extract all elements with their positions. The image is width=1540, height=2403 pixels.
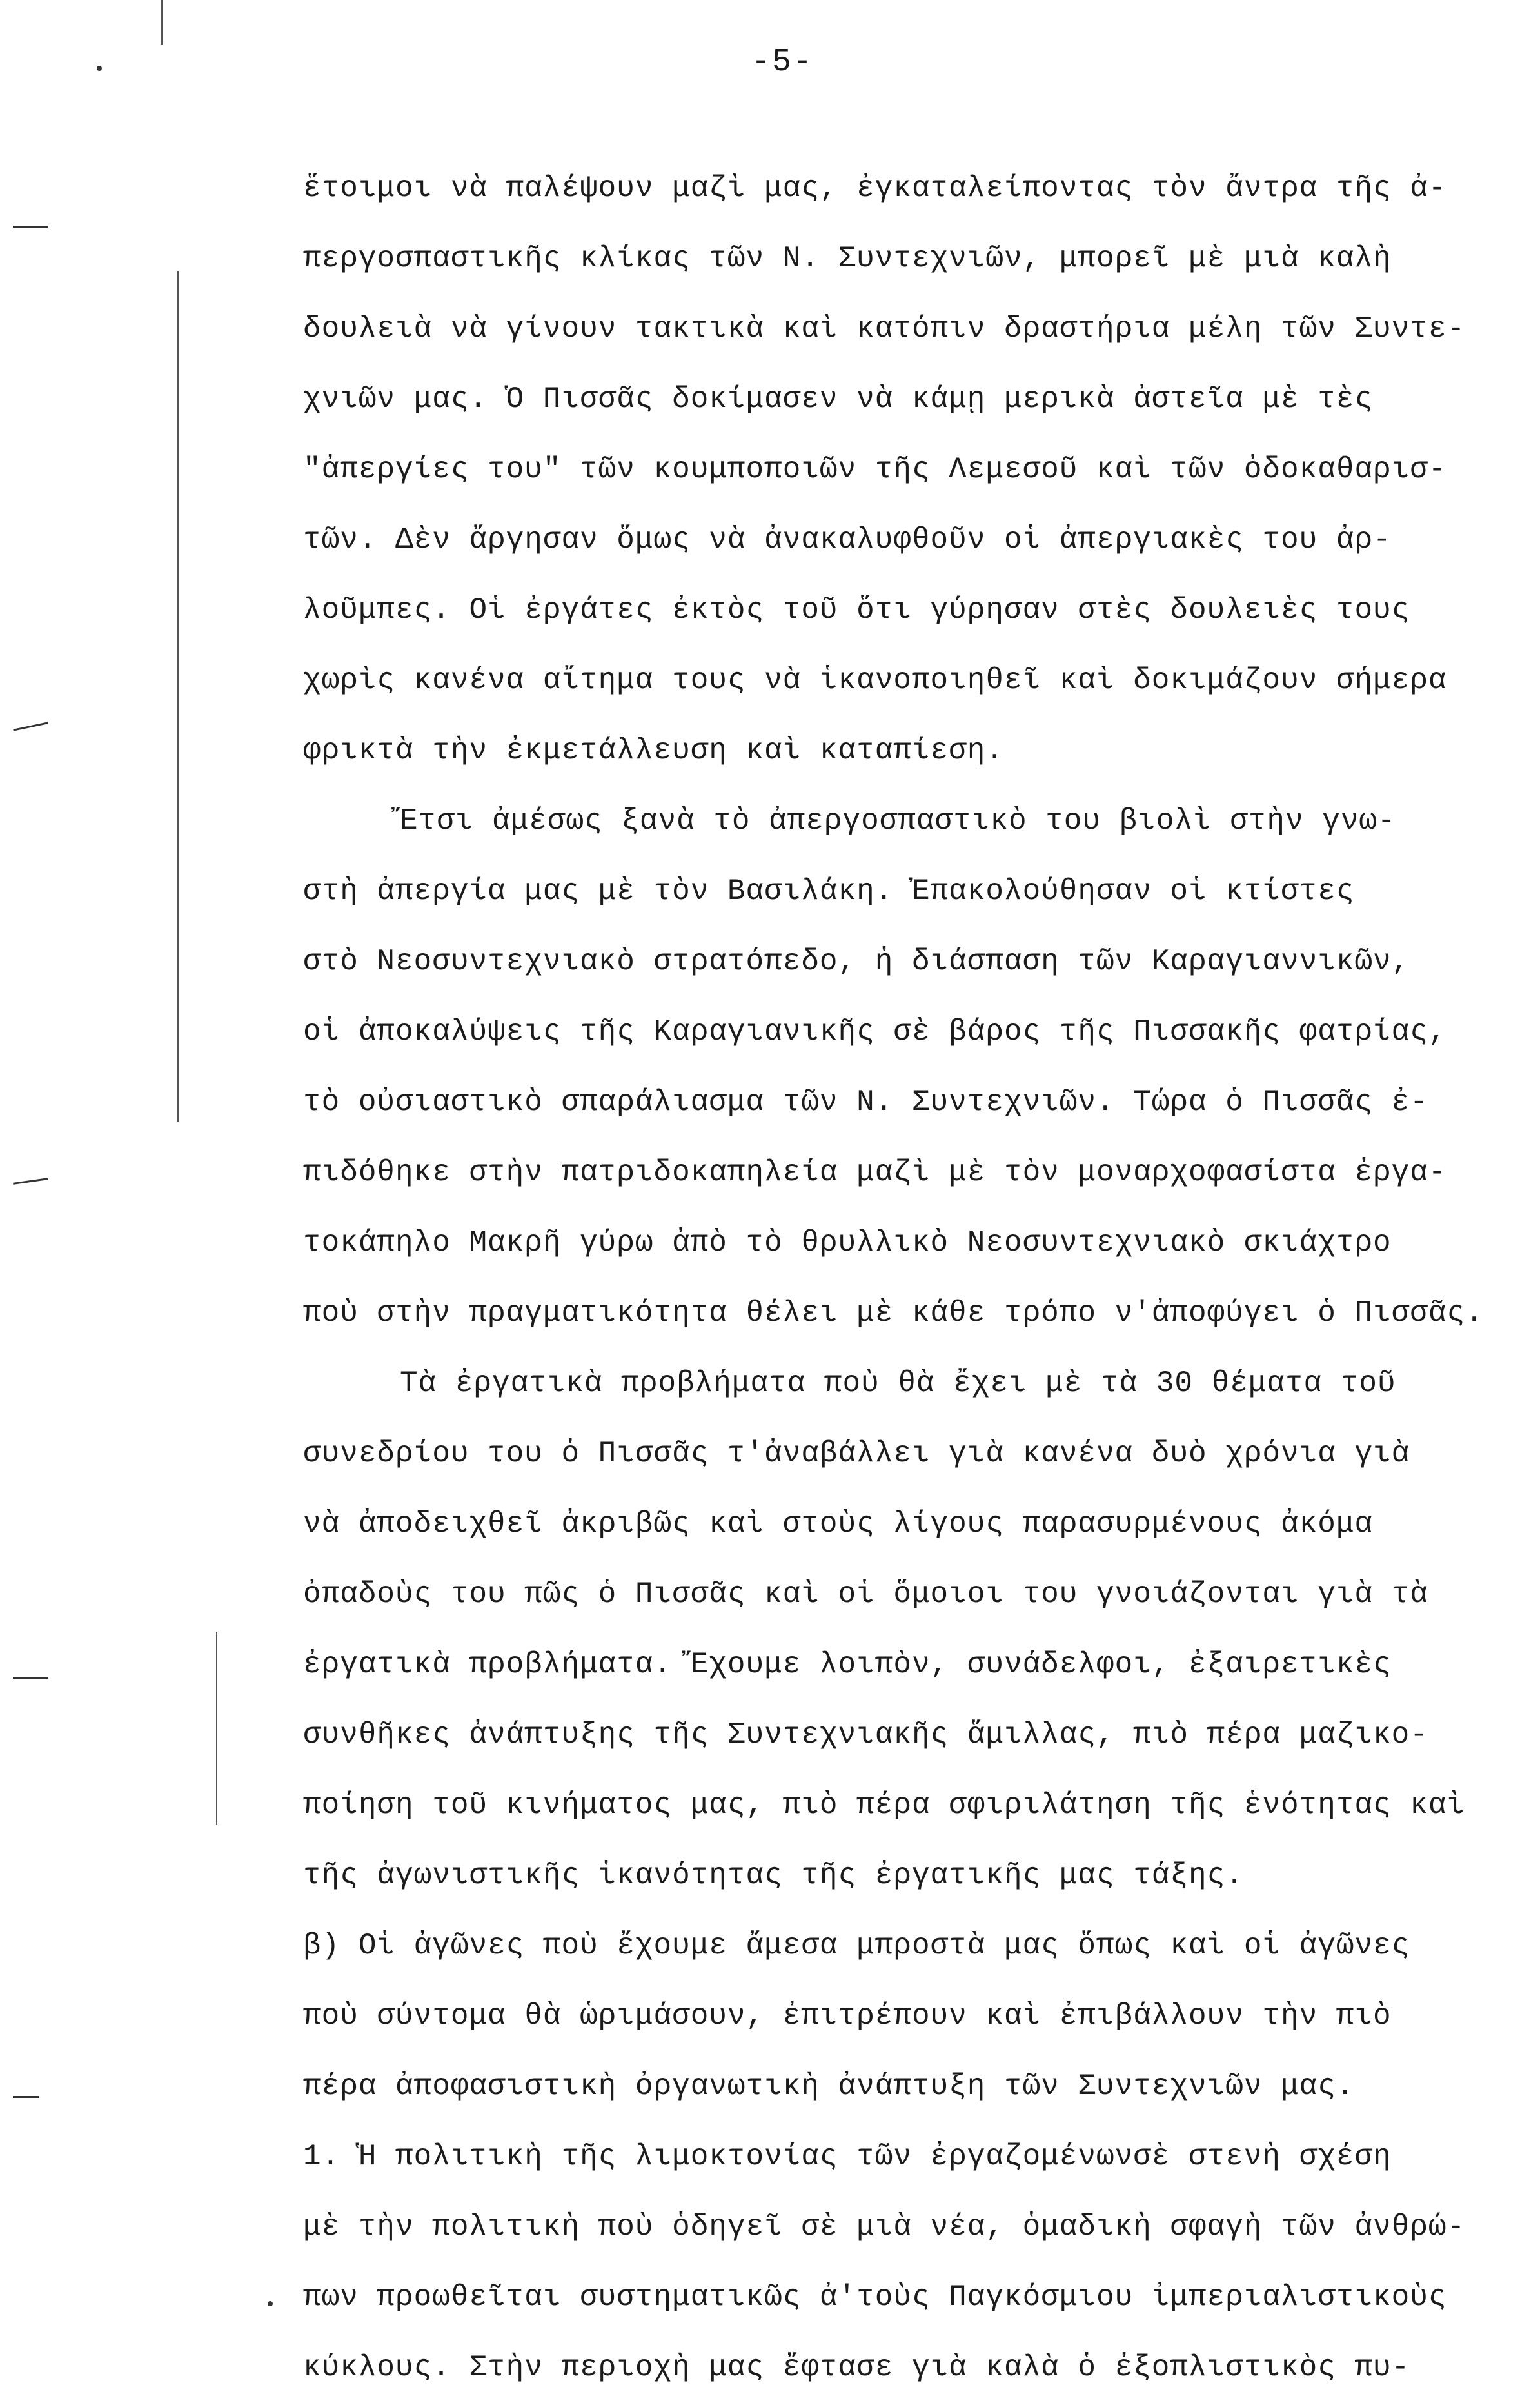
scan-mark	[13, 1677, 48, 1679]
scan-mark	[13, 722, 48, 731]
text-line: τῶν. Δὲν ἄργησαν ὅμως νὰ ἀνακαλυφθοῦν οἱ ἀπεργιακὲς του ἀρ-	[303, 523, 1392, 557]
text-line: ποίηση τοῦ κινήματος μας, πιὸ πέρα σφιριλάτηση τῆς ἑνότητας καὶ	[303, 1788, 1466, 1822]
scan-dot	[268, 2301, 273, 2306]
scan-dot	[97, 66, 102, 71]
text-line: τὸ οὐσιαστικὸ σπαράλιασμα τῶν Ν. Συντεχνιῶν. Τώρα ὁ Πισσᾶς ἐ-	[303, 1085, 1428, 1119]
text-line: Ἔτσι ἀμέσως ξανὰ τὸ ἀπεργοσπαστικὸ του βιολὶ στὴν γνω-	[400, 804, 1396, 838]
page-number: -5-	[751, 44, 814, 81]
text-line: συνθῆκες ἀνάπτυξης τῆς Συντεχνιακῆς ἅμιλλας, πιὸ πέρα μαζικο-	[303, 1718, 1428, 1752]
text-line: ἐργατικὰ προβλήματα. Ἔχουμε λοιπὸν, συνάδελφοι, ἐξαιρετικὲς	[303, 1648, 1392, 1681]
text-line: λοῦμπες. Οἱ ἐργάτες ἐκτὸς τοῦ ὅτι γύρησαν στὲς δουλειὲς τους	[303, 593, 1410, 627]
text-line: ἕτοιμοι νὰ παλέψουν μαζὶ μας, ἐγκαταλείποντας τὸν ἄντρα τῆς ἀ-	[303, 172, 1447, 205]
text-line: ποὺ στὴν πραγματικότητα θέλει μὲ κάθε τρόπο ν'ἀποφύγει ὁ Πισσᾶς.	[303, 1296, 1484, 1330]
text-line: στὸ Νεοσυντεχνιακὸ στρατόπεδο, ἡ διάσπαση τῶν Καραγιαννικῶν,	[303, 945, 1410, 978]
text-line: 1. Ἡ πολιτικὴ τῆς λιμοκτονίας τῶν ἐργαζομένωνσὲ στενὴ σχέση	[303, 2140, 1392, 2173]
text-line: νὰ ἀποδειχθεῖ ἀκριβῶς καὶ στοὺς λίγους παρασυρμένους ἀκόμα	[303, 1507, 1374, 1541]
scan-margin-line	[177, 271, 179, 1122]
text-line: συνεδρίου του ὁ Πισσᾶς τ'ἀναβάλλει γιὰ κανένα δυὸ χρόνια γιὰ	[303, 1437, 1410, 1470]
scan-margin-line	[161, 0, 163, 45]
text-line: στὴ ἀπεργία μας μὲ τὸν Βασιλάκη. Ἐπακολούθησαν οἱ κτίστες	[303, 875, 1355, 908]
scan-margin-line	[216, 1632, 217, 1825]
text-line: β) Οἱ ἀγῶνες ποὺ ἔχουμε ἄμεσα μπροστὰ μας ὅπως καὶ οἱ ἀγῶνες	[303, 1929, 1410, 1963]
text-line: φρικτὰ τὴν ἐκμετάλλευση καὶ καταπίεση.	[303, 734, 1004, 767]
text-line: μὲ τὴν πολιτικὴ ποὺ ὁδηγεῖ σὲ μιὰ νέα, ὁμαδικὴ σφαγὴ τῶν ἀνθρώ-	[303, 2210, 1466, 2244]
text-line: "ἀπεργίες του" τῶν κουμποποιῶν τῆς Λεμεσοῦ καὶ τῶν ὀδοκαθαρισ-	[303, 453, 1447, 486]
scan-mark	[13, 1178, 48, 1185]
text-line: χνιῶν μας. Ὁ Πισσᾶς δοκίμασεν νὰ κάμῃ μερικὰ ἀστεῖα μὲ τὲς	[303, 382, 1374, 416]
text-line: οἱ ἀποκαλύψεις τῆς Καραγιανικῆς σὲ βάρος τῆς Πισσακῆς φατρίας,	[303, 1015, 1447, 1049]
text-line: τοκάπηλο Μακρῆ γύρω ἀπὸ τὸ θρυλλικὸ Νεοσυντεχνιακὸ σκιάχτρο	[303, 1226, 1392, 1260]
text-line: τῆς ἀγωνιστικῆς ἱκανότητας τῆς ἐργατικῆς μας τάξης.	[303, 1859, 1244, 1892]
text-line: πιδόθηκε στὴν πατριδοκαπηλεία μαζὶ μὲ τὸν μοναρχοφασίστα ἐργα-	[303, 1156, 1447, 1189]
text-line: πέρα ἀποφασιστικὴ ὀργανωτικὴ ἀνάπτυξη τῶν Συντεχνιῶν μας.	[303, 2070, 1355, 2103]
text-line: ποὺ σύντομα θὰ ὡριμάσουν, ἐπιτρέπουν καὶ ἐπιβάλλουν τὴν πιὸ	[303, 1999, 1392, 2033]
text-line: Τὰ ἐργατικὰ προβλήματα ποὺ θὰ ἔχει μὲ τὰ 30 θέματα τοῦ	[400, 1367, 1396, 1400]
text-line: κύκλους. Στὴν περιοχὴ μας ἔφτασε γιὰ καλὰ ὁ ἐξοπλιστικὸς πυ-	[303, 2351, 1410, 2384]
text-line: πων προωθεῖται συστηματικῶς ἀ'τοὺς Παγκόσμιου ἰμπεριαλιστικοὺς	[303, 2280, 1447, 2314]
text-line: δουλειὰ νὰ γίνουν τακτικὰ καὶ κατόπιν δραστήρια μέλη τῶν Συντε-	[303, 312, 1466, 346]
scan-mark	[13, 2096, 39, 2098]
text-line: ὀπαδοὺς του πῶς ὁ Πισσᾶς καὶ οἱ ὅμοιοι του γνοιάζονται γιὰ τὰ	[303, 1577, 1428, 1611]
text-line: χωρὶς κανένα αἴτημα τους νὰ ἱκανοποιηθεῖ καὶ δοκιμάζουν σήμερα	[303, 664, 1447, 697]
scan-mark	[13, 226, 48, 228]
text-line: περγοσπαστικῆς κλίκας τῶν Ν. Συντεχνιῶν, μπορεῖ μὲ μιὰ καλὴ	[303, 242, 1392, 275]
body-text	[303, 153, 1515, 2403]
